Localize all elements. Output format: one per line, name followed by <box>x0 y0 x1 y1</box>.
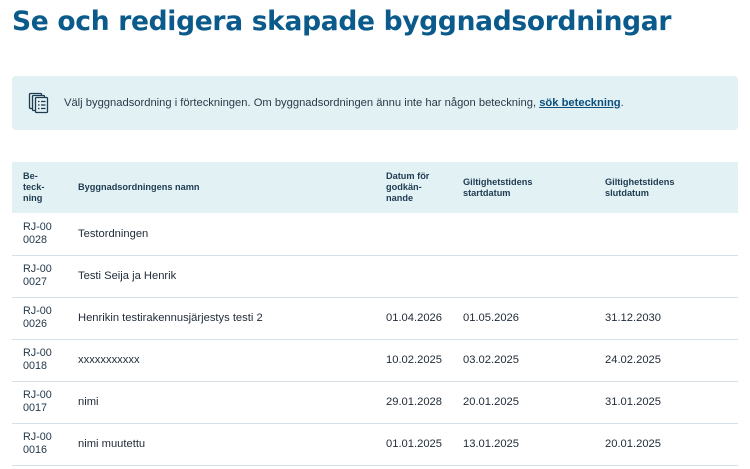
column-header-line: godkän- <box>386 182 422 192</box>
table-row[interactable] <box>12 339 738 381</box>
cell-name: Testordningen <box>78 227 149 240</box>
column-header-line: Giltighetstidens <box>463 176 533 187</box>
cell-name: xxxxxxxxxxx <box>78 354 140 366</box>
code-part: RJ-00 <box>23 305 52 317</box>
info-suffix: . <box>620 97 624 109</box>
cell-approval-date: 29.01.2028 <box>386 396 442 408</box>
cell-approval-date: 01.04.2026 <box>386 312 442 324</box>
table-row[interactable] <box>12 213 738 255</box>
cell-end-date: 31.01.2025 <box>605 396 661 408</box>
cell-name: Henrikin testirakennusjärjestys testi 2 <box>78 312 263 324</box>
cell-name: Testi Seija ja Henrik <box>78 270 177 282</box>
cell-name: nimi <box>78 396 99 408</box>
cell-code <box>12 297 67 339</box>
info-text <box>64 97 624 109</box>
table-body <box>12 213 738 465</box>
column-header-line: nande <box>386 193 414 203</box>
column-header-code <box>12 162 67 213</box>
cell-start-date: 13.01.2025 <box>463 438 519 450</box>
code-part: 0026 <box>23 318 48 330</box>
page-title: Se och redigera skapade byggnadsordningar <box>12 6 672 37</box>
column-header-name <box>67 162 375 213</box>
cell-approval-date: 10.02.2025 <box>386 354 442 366</box>
table-header <box>12 162 738 213</box>
code-part: 0028 <box>23 233 48 246</box>
code-part: RJ-00 <box>23 263 52 275</box>
cell-code <box>12 255 67 297</box>
cell-start-date <box>452 213 594 255</box>
column-header-line: Giltighetstidens <box>605 176 675 187</box>
cell-end-date: 20.01.2025 <box>605 438 661 450</box>
search-code-link[interactable]: sök beteckning <box>539 97 621 109</box>
column-header-line: slutdatum <box>605 187 649 198</box>
table-row[interactable] <box>12 297 738 339</box>
cell-start-date: 01.05.2026 <box>463 312 519 324</box>
table-row[interactable] <box>12 381 738 423</box>
code-part: 0017 <box>23 402 48 414</box>
code-part: RJ-00 <box>23 347 52 359</box>
cell-end-date: 24.02.2025 <box>605 354 661 366</box>
document-list-icon <box>28 92 50 114</box>
info-box <box>12 76 738 130</box>
cell-code <box>12 339 67 381</box>
cell-end-date <box>594 213 738 255</box>
cell-approval-date <box>375 255 452 297</box>
building-orders-table <box>12 162 738 466</box>
cell-code <box>12 423 67 465</box>
column-header-approval-date <box>375 162 452 213</box>
cell-end-date <box>594 255 738 297</box>
cell-start-date: 03.02.2025 <box>463 354 519 366</box>
table-row[interactable] <box>12 255 738 297</box>
column-header-line: Be- <box>23 171 38 181</box>
column-header-line: startdatum <box>463 187 511 198</box>
cell-start-date: 20.01.2025 <box>463 396 519 408</box>
code-part: RJ-00 <box>23 220 52 233</box>
cell-approval-date <box>375 213 452 255</box>
cell-code <box>12 213 67 255</box>
cell-approval-date: 01.01.2025 <box>386 438 442 450</box>
cell-start-date <box>452 255 594 297</box>
cell-end-date: 31.12.2030 <box>605 312 661 324</box>
column-header-line: teck- <box>23 182 45 192</box>
column-header-line: ning <box>23 193 43 203</box>
code-part: RJ-00 <box>23 389 52 401</box>
info-message: Välj byggnadsordning i förteckningen. Om byggnadsordningen ännu inte har någon beteckning, <box>64 97 540 109</box>
column-header-start-date <box>452 162 594 213</box>
column-header-line: Datum för <box>386 171 430 181</box>
cell-name: nimi muutettu <box>78 438 146 450</box>
code-part: 0016 <box>23 444 48 456</box>
code-part: 0018 <box>23 360 48 372</box>
table-row[interactable] <box>12 423 738 465</box>
code-part: RJ-00 <box>23 431 52 443</box>
column-header-end-date <box>594 162 738 213</box>
code-part: 0027 <box>23 276 48 288</box>
column-header-line: Byggnadsordningens namn <box>78 182 200 192</box>
table-header-row <box>12 162 738 213</box>
cell-code <box>12 381 67 423</box>
